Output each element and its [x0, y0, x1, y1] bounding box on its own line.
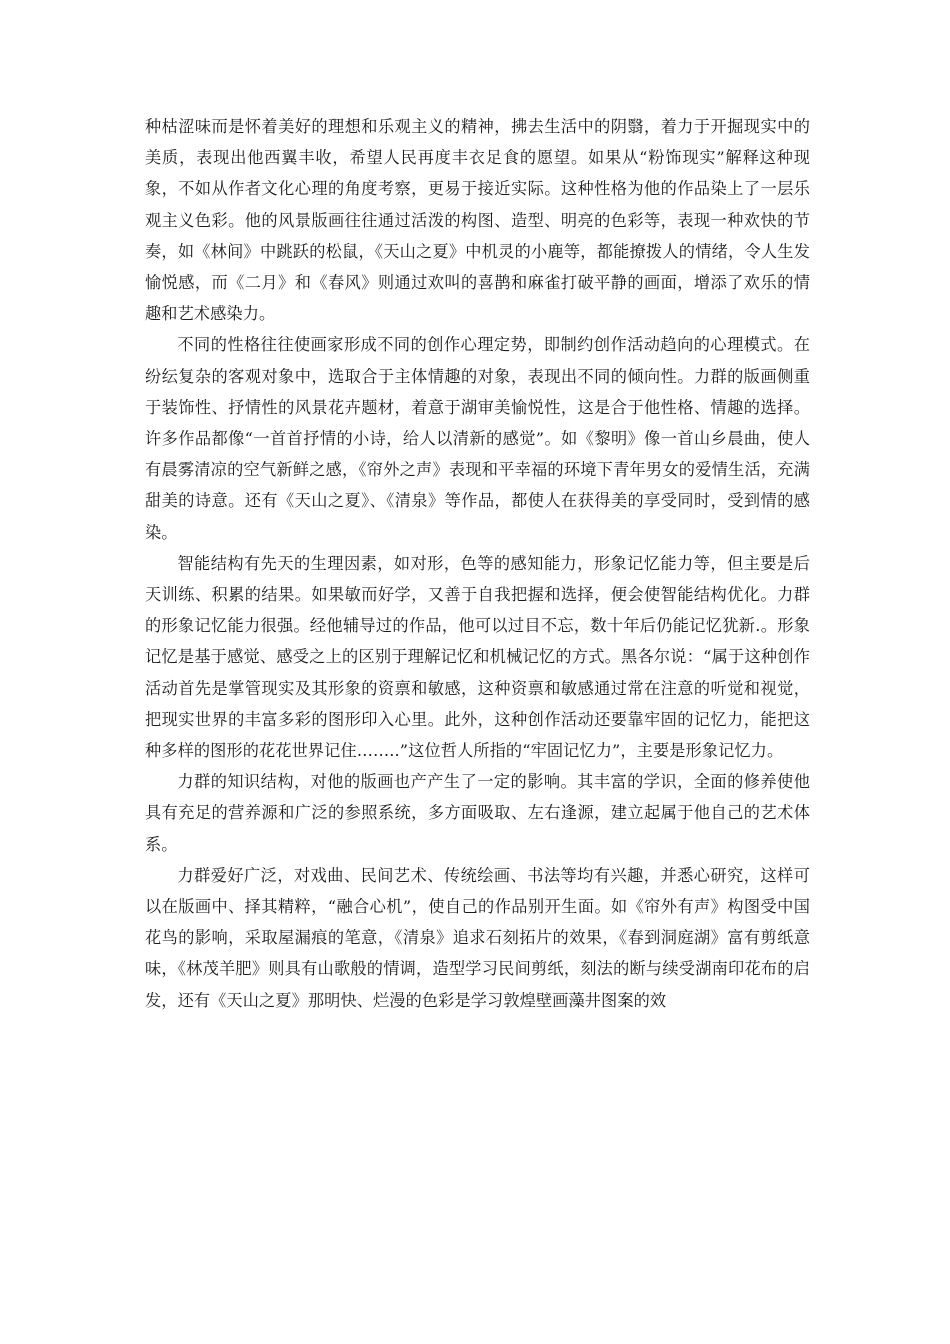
paragraph-5: 力群爱好广泛，对戏曲、民间艺术、传统绘画、书法等均有兴趣，并悉心研究，这样可以在版画中、择其精粹，“融合心机”，使自己的作品别开生面。如《帘外有声》构图受中国花鸟的影响，采取屋漏痕的笔意，《清泉》追求石刻拓片的效果，《春到洞庭湖》富有剪纸意味，《林茂羊肥》则具有山歌般的情调，造型学习民间剪纸，刻法的断与续受湖南印花布的启发，还有《天山之夏》那明快、烂漫的色彩是学习敦煌壁画藻井图案的效 [145, 865, 810, 1010]
paragraph-1: 种枯涩味而是怀着美好的理想和乐观主义的精神，拂去生活中的阴翳，着力于开掘现实中的美质，表现出他西翼丰收，希望人民再度丰衣足食的愿望。如果从“粉饰现实”解释这种现象，不如从作者文化心理的角度考察，更易于接近实际。这种性格为他的作品染上了一层乐观主义色彩。他的风景版画往往通过活泼的构图、造型、明亮的色彩等，表现一种欢快的节奏，如《林间》中跳跃的松鼠，《天山之夏》中机灵的小鹿等，都能撩拨人的情绪，令人生发愉悦感，而《二月》和《春风》则通过欢叫的喜鹊和麻雀打破平静的画面，增添了欢乐的情趣和艺术感染力。 [145, 117, 810, 324]
paragraph-4: 力群的知识结构，对他的版画也产产生了一定的影响。其丰富的学识，全面的修养使他具有充足的营养源和广泛的参照系统，多方面吸取、左右逢源，建立起属于他自己的艺术体系。 [145, 772, 810, 854]
paragraph-2: 不同的性格往往使画家形成不同的创作心理定势，即制约创作活动趋向的心理模式。在纷纭复杂的客观对象中，选取合于主体情趣的对象，表现出不同的倾向性。力群的版画侧重于装饰性、抒情性的风景花卉题材，着意于湖审美愉悦性，这是合于他性格、情趣的选择。许多作品都像“一首首抒情的小诗，给人以清新的感觉”。如《黎明》像一首山乡晨曲，使人有晨雾清凉的空气新鲜之感，《帘外之声》表现和平幸福的环境下青年男女的爱情生活，充满甜美的诗意。还有《天山之夏》、《清泉》等作品，都使人在获得美的享受同时，受到情的感染。 [145, 335, 810, 542]
paragraph-3: 智能结构有先天的生理因素，如对形，色等的感知能力，形象记忆能力等，但主要是后天训练、积累的结果。如果敏而好学，又善于自我把握和选择，便会使智能结构优化。力群的形象记忆能力很强。经他辅导过的作品，他可以过目不忘，数十年后仍能记忆犹新.。形象记忆是基于感觉、感受之上的区别于理解记忆和机械记忆的方式。黑各尔说：“属于这种创作活动首先是掌管现实及其形象的资禀和敏感，这种资禀和敏感通过常在注意的听觉和视觉，把现实世界的丰富多彩的图形印入心里。此外，这种创作活动还要靠牢固的记忆力，能把这种多样的图形的花花世界记住……..”这位哲人所指的“牢固记忆力”，主要是形象记忆力。 [145, 553, 810, 761]
body-text [145, 111, 810, 1016]
